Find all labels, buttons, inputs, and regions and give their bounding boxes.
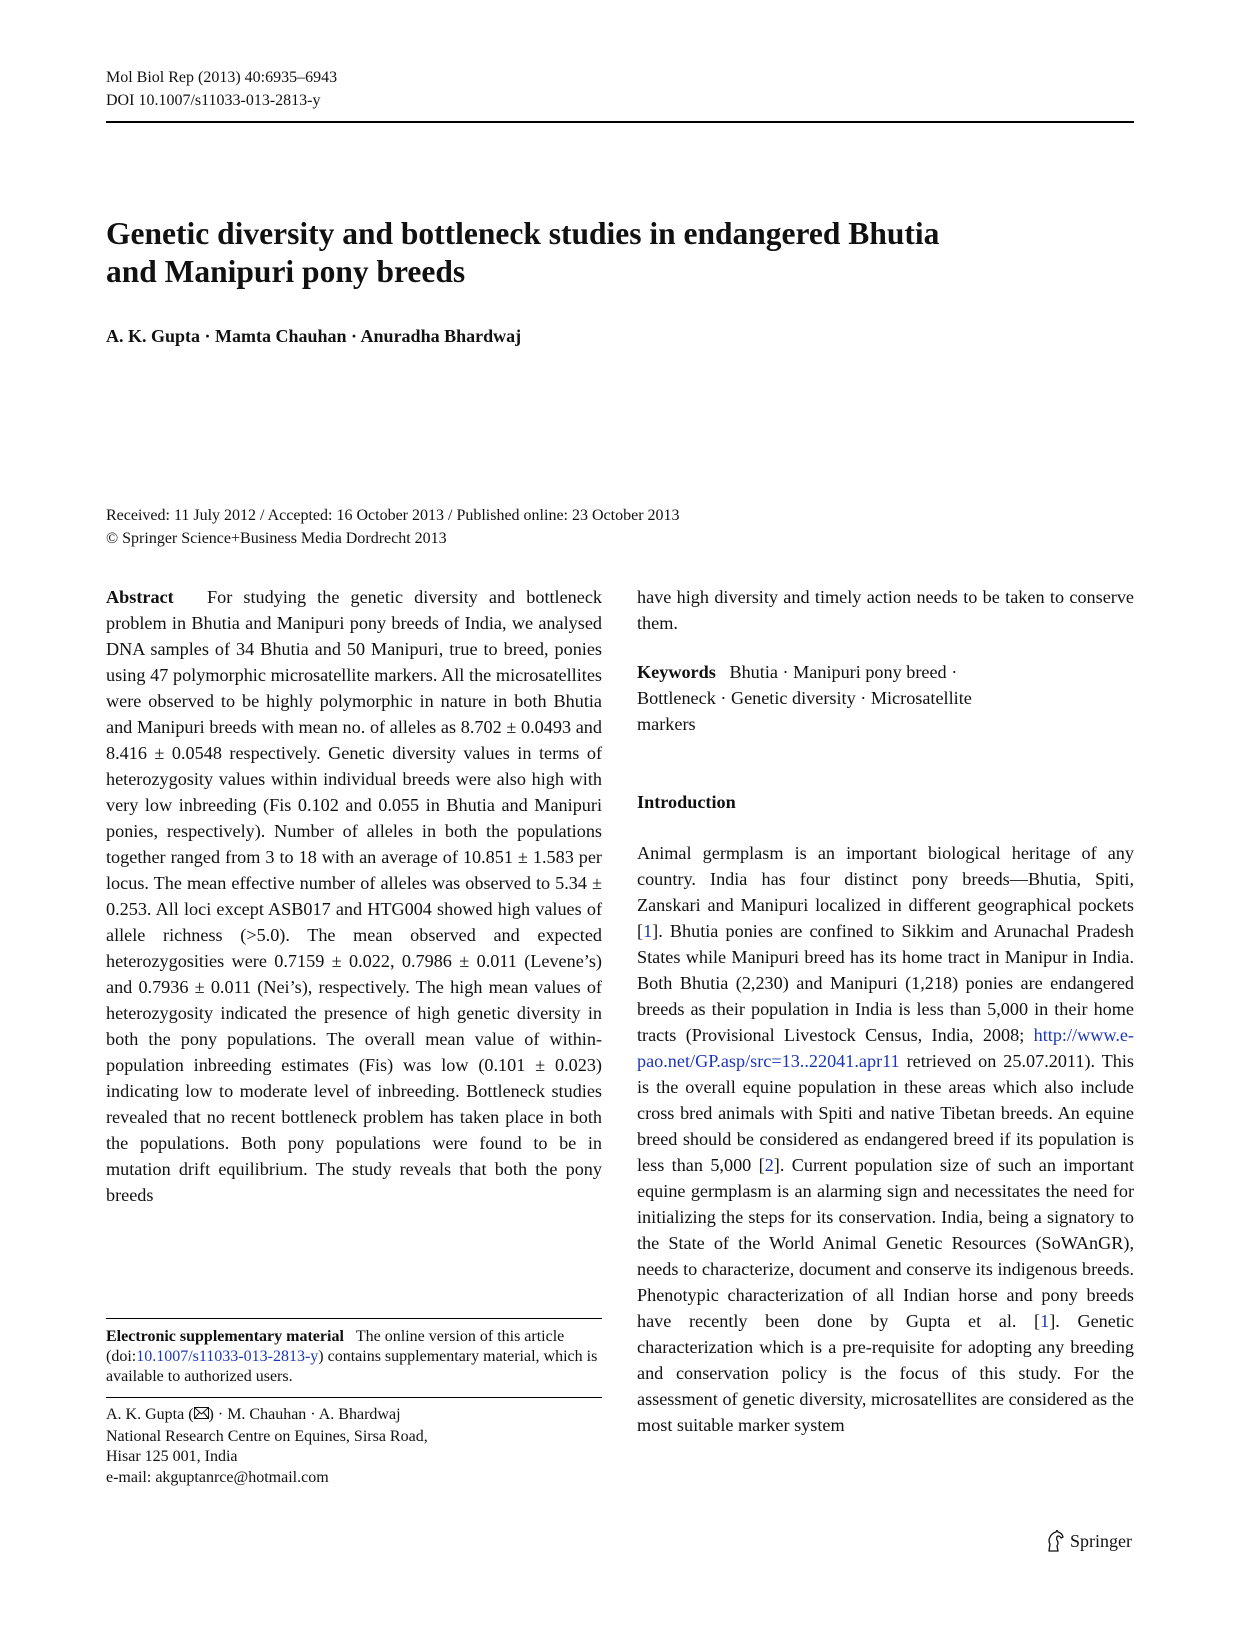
abstract-continued: have high diversity and timely action needs to be taken to conserve them. (637, 587, 1134, 633)
copyright-line: © Springer Science+Business Media Dordrecht 2013 (106, 530, 447, 547)
footnote-rule (106, 1318, 602, 1319)
author-list: A. K. Gupta · Mamta Chauhan · Anuradha Bhardwaj (106, 326, 522, 346)
intro-text-5: ]. Genetic characterization which is a pre-requisite for adopting any breeding and conservation policy is the focus of this study. For the assessment of genetic diversity, microsatellites are considered as the most suitable marker system (637, 1311, 1135, 1435)
affiliation-city: Hisar 125 001, India (106, 1448, 238, 1465)
keywords-text-1: Bhutia · Manipuri pony breed · (729, 662, 958, 682)
intro-text-1: Animal germplasm is an important biological heritage of any country. India has four distinct pony breeds—Bhutia, Spiti, Zanskari and Manipuri localized in different geographical pockets [ (637, 843, 1134, 941)
title-line-2: and Manipuri pony breeds (106, 254, 466, 289)
epao-url-link[interactable]: http://www.e-pao.net/GP.asp/src=13..22041.apr11 (637, 1025, 1134, 1071)
keywords-heading: Keywords (637, 662, 716, 682)
keywords-line-2: Bottleneck · Genetic diversity · Microsatellite (637, 688, 972, 708)
author-affiliation (106, 1405, 602, 1488)
intro-text-2: ]. Bhutia ponies are confined to Sikkim and Arunachal Pradesh States while Manipuri breed has its home tract in Manipur in India. Both Bhutia (2,230) and Manipuri (1,218) ponies are endangered breeds as their population in India is less than 5,000 in their home tracts (Provisional Livestock Census, India, 2008; (637, 921, 1134, 1045)
publisher-name: Springer (1070, 1530, 1132, 1551)
abstract-paragraph (106, 584, 602, 1208)
abstract-text: For studying the genetic diversity and bottleneck problem in Bhutia and Manipuri pony breeds of India, we analysed DNA samples of 34 Bhutia and 50 Manipuri, true to breed, ponies using 47 polymorphic microsatellite markers. All the microsatellites were observed to be highly polymorphic in nature in both Bhutia and Manipuri breeds with mean no. of alleles as 8.702 ± 0.0493 and 8.416 ± 0.0548 respectively. Genetic diversity values in terms of heterozygosity values within individual breeds were also high with very low inbreeding (Fis 0.102 and 0.055 in Bhutia and Manipuri ponies, respectively). Number of alleles in both the populations together ranged from 3 to 18 with an average of 10.851 ± 1.583 per locus. The mean effective number of alleles was observed to 5.34 ± 0.253. All loci except ASB017 and HTG004 showed high values of allele richness (>5.0). The mean observed and expected heterozygosities were 0.7159 ± 0.022, 0.7986 ± 0.011 (Levene’s) and 0.7936 ± 0.011 (Nei’s), respectively. The high mean values of heterozygosity indicated the presence of high genetic diversity in both the pony populations. The overall mean value of within-population inbreeding estimates (Fis) was low (0.101 ± 0.023) indicating low to moderate level of inbreeding. Bottleneck studies revealed that no recent bottleneck problem has taken place in both the populations. Both pony populations were found to be in mutation drift equilibrium. The study reveals that both the pony breeds (106, 587, 603, 1205)
header-rule (106, 121, 1134, 123)
springer-horse-icon (1045, 1530, 1065, 1552)
publication-dates (106, 504, 680, 550)
affiliation-email[interactable]: e-mail: akguptanrce@hotmail.com (106, 1468, 329, 1486)
citation-link-1b[interactable]: 1 (1040, 1311, 1050, 1331)
title-line-1: Genetic diversity and bottleneck studies in endangered Bhutia (106, 216, 940, 251)
keywords-block (637, 659, 1134, 737)
intro-text-4: ]. Current population size of such an important equine germplasm is an alarming sign and necessitates the need for initializing the steps for its conservation. India, being a signatory to the State of the World Animal Genetic Resources (SoWAnGR), needs to characterize, document and conserve its indigenous breeds. Phenotypic characterization of all Indian horse and pony breeds have recently been done by Gupta et al. [ (637, 1155, 1135, 1331)
journal-header (106, 66, 337, 112)
publisher-logo (1045, 1530, 1132, 1552)
supplementary-text-2: ) contains supplementary material, which is available to authorized users. (106, 1348, 598, 1385)
received-accepted-line: Received: 11 July 2012 / Accepted: 16 October 2013 / Published online: 23 October 2013 (106, 507, 680, 524)
affiliation-rule (106, 1397, 602, 1398)
affiliation-names-suffix: ) · M. Chauhan · A. Bhardwaj (208, 1406, 401, 1423)
envelope-icon (194, 1406, 209, 1427)
affiliation-names (106, 1405, 602, 1427)
journal-doi: DOI 10.1007/s11033-013-2813-y (106, 92, 321, 109)
paper-title (106, 215, 1126, 291)
keywords-line-1 (637, 659, 1134, 685)
right-column (637, 584, 1134, 1438)
affiliation-names-prefix: A. K. Gupta ( (106, 1406, 194, 1423)
intro-text-3: retrieved on 25.07.2011). This is the overall equine population in these areas which also include cross bred animals with Spiti and native Tibetan breeds. An equine breed should be considered as endangered breed if its population is less than 5,000 [ (637, 1051, 1134, 1175)
introduction-heading: Introduction (637, 792, 736, 812)
introduction-paragraph (637, 840, 1134, 1438)
supplementary-doi-link[interactable]: 10.1007/s11033-013-2813-y (136, 1348, 319, 1365)
journal-citation: Mol Biol Rep (2013) 40:6935–6943 (106, 69, 338, 86)
supplementary-note (106, 1327, 602, 1387)
supplementary-heading: Electronic supplementary material (106, 1328, 344, 1345)
citation-link-2[interactable]: 2 (764, 1155, 774, 1175)
affiliation-institution: National Research Centre on Equines, Sirsa Road, (106, 1427, 428, 1445)
abstract-heading: Abstract (106, 587, 174, 607)
supplementary-text-1: The online version of this article (doi: (106, 1328, 565, 1365)
left-column (106, 584, 602, 1208)
keywords-line-3: markers (637, 714, 696, 734)
citation-link-1[interactable]: 1 (643, 921, 653, 941)
